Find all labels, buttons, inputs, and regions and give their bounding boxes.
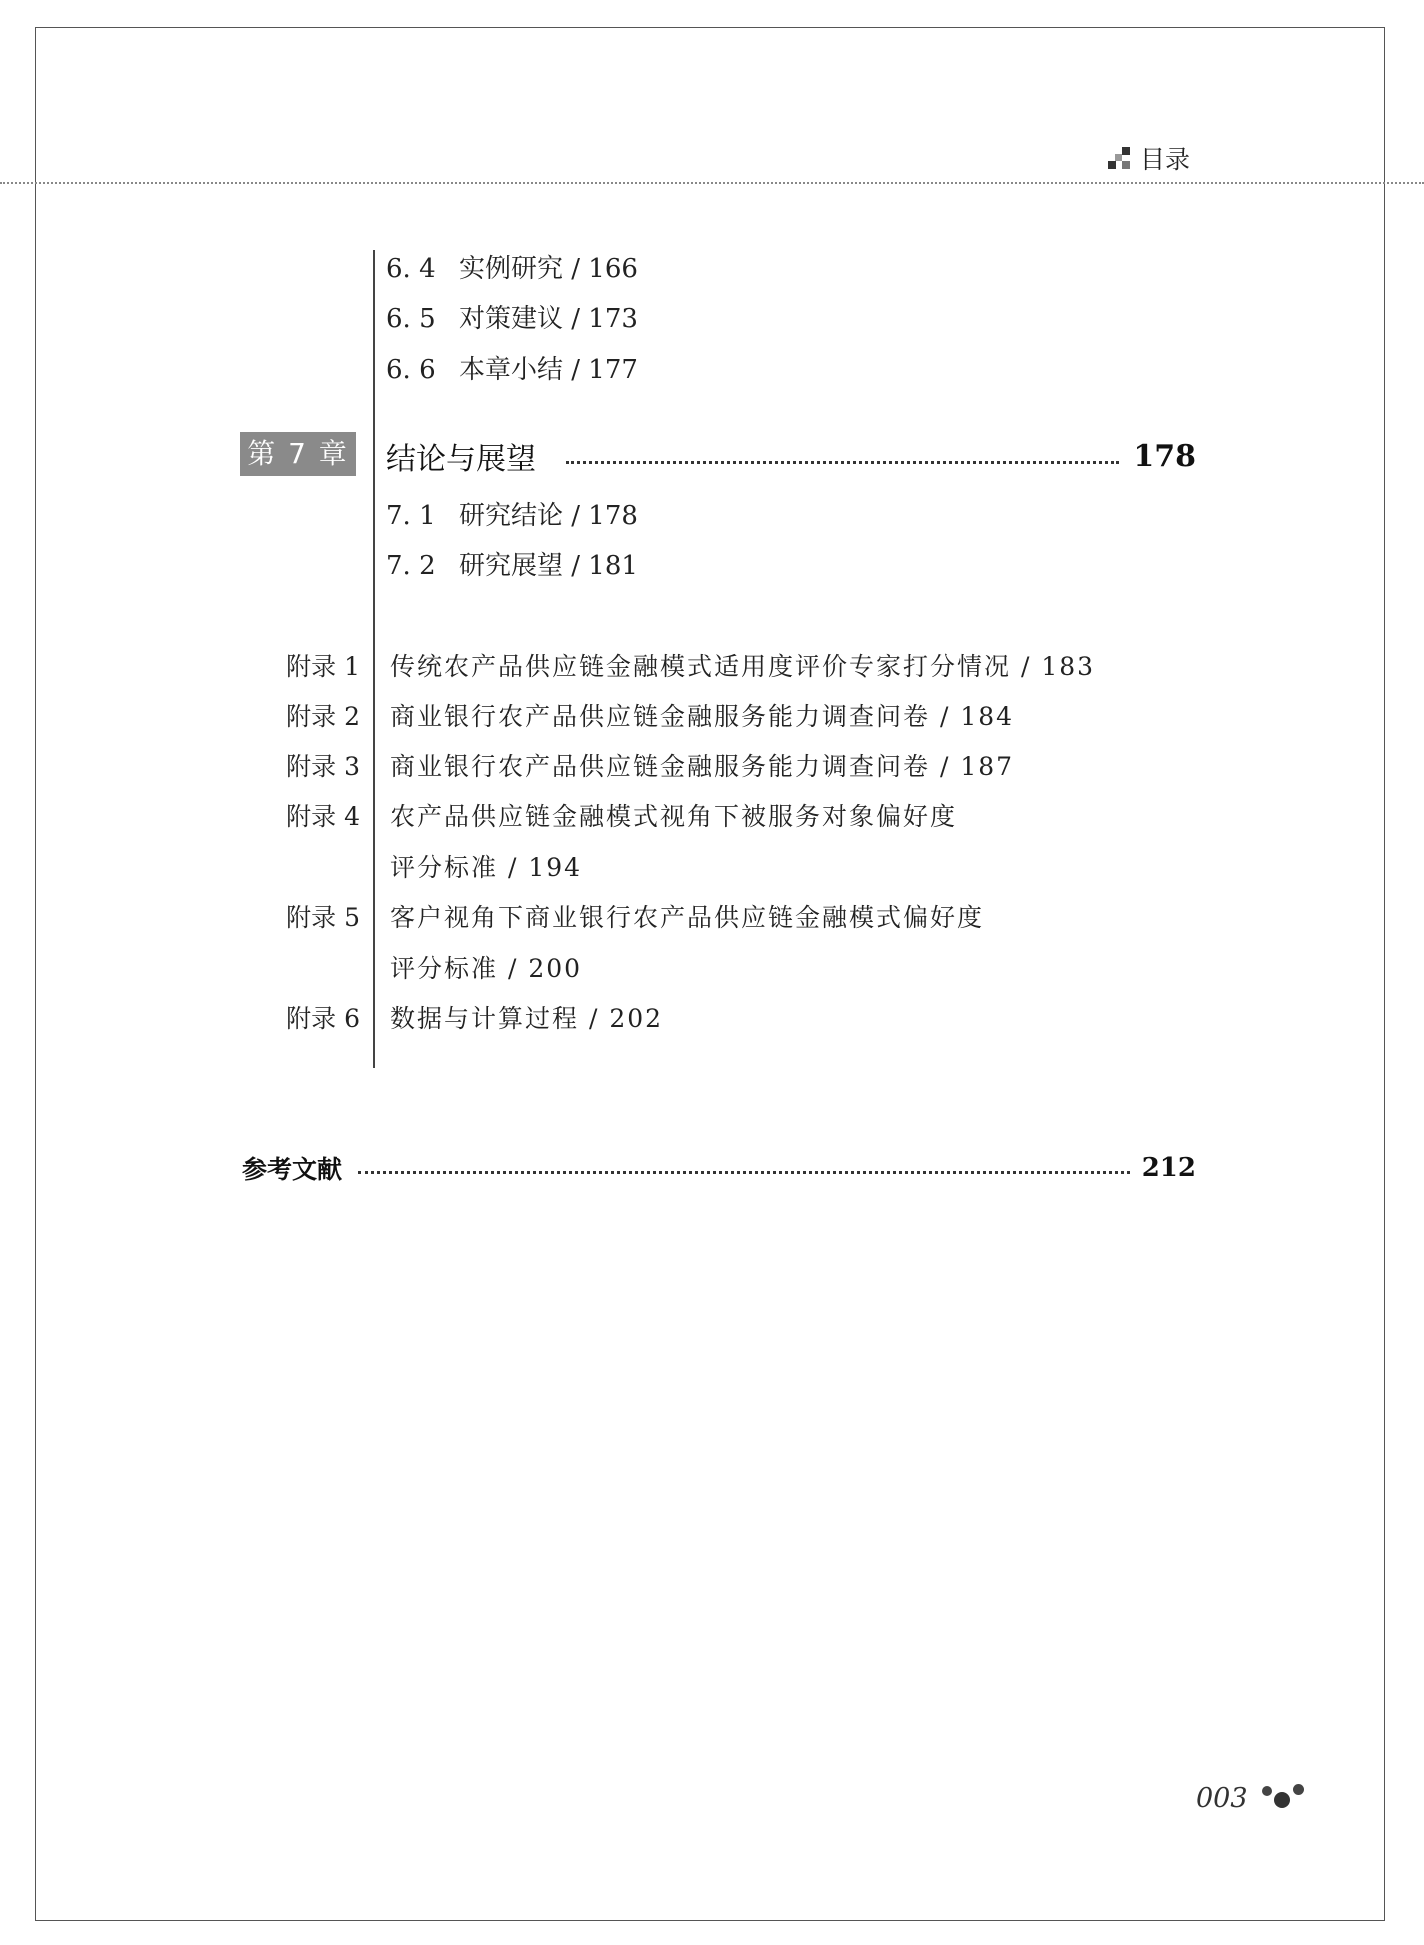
toc-appendix-4-line-1[interactable]: 农产品供应链金融模式视角下被服务对象偏好度 xyxy=(390,802,958,831)
toc-appendix-3[interactable]: 商业银行农产品供应链金融服务能力调查问卷 / 187 xyxy=(390,752,1015,781)
toc-appendix-4-line-2[interactable]: 评分标准 / 194 xyxy=(390,853,583,882)
toc-chapter-7[interactable] xyxy=(386,434,1196,478)
toc-appendix-1[interactable]: 传统农产品供应链金融模式适用度评价专家打分情况 / 183 xyxy=(390,652,1096,681)
toc-entry-6-4[interactable] xyxy=(386,248,638,285)
section-number: 7. 1 xyxy=(386,501,436,531)
references-title: 参考文献 xyxy=(242,1155,343,1184)
toc-entry-6-5[interactable] xyxy=(386,298,638,335)
appendix-4-label: 附录 4 xyxy=(286,802,360,831)
toc-appendix-6[interactable]: 数据与计算过程 / 202 xyxy=(390,1004,664,1033)
section-number: 7. 2 xyxy=(386,551,436,581)
chapter-7-badge: 第 7 章 xyxy=(240,432,356,476)
toc-entry-6-6[interactable] xyxy=(386,349,638,386)
header-dotted-rule xyxy=(0,182,1424,184)
section-title: 本章小结 / 177 xyxy=(459,355,638,385)
toc-references[interactable] xyxy=(242,1148,1196,1188)
appendix-6-label: 附录 6 xyxy=(286,1004,360,1033)
appendix-3-label: 附录 3 xyxy=(286,752,360,781)
section-title: 研究结论 / 178 xyxy=(459,501,638,531)
section-number: 6. 6 xyxy=(386,355,436,385)
chapter-page-number: 178 xyxy=(1133,438,1196,474)
squares-icon xyxy=(1108,147,1130,169)
section-number: 6. 5 xyxy=(386,304,436,334)
running-header-title: 目录 xyxy=(1140,145,1191,174)
page-frame xyxy=(35,27,1385,1921)
appendix-2-label: 附录 2 xyxy=(286,702,360,731)
running-header xyxy=(1108,140,1190,176)
dot-leader xyxy=(566,461,1119,464)
references-page-number: 212 xyxy=(1141,1153,1196,1183)
toc-appendix-5-line-2[interactable]: 评分标准 / 200 xyxy=(390,954,583,983)
section-title: 实例研究 / 166 xyxy=(459,254,638,284)
toc-appendix-5-line-1[interactable]: 客户视角下商业银行农产品供应链金融模式偏好度 xyxy=(390,903,985,932)
dot-leader xyxy=(358,1171,1130,1174)
chapter-title: 结论与展望 xyxy=(386,442,536,477)
page-number: 003 xyxy=(1196,1783,1248,1814)
appendix-1-label: 附录 1 xyxy=(286,652,360,681)
appendix-5-label: 附录 5 xyxy=(286,903,360,932)
section-title: 对策建议 / 173 xyxy=(459,304,638,334)
decorative-dots-icon xyxy=(1262,1782,1308,1812)
section-title: 研究展望 / 181 xyxy=(459,551,638,581)
toc-entry-7-1[interactable] xyxy=(386,495,638,532)
toc-entry-7-2[interactable] xyxy=(386,545,638,582)
toc-vertical-rule xyxy=(373,250,375,1068)
toc-appendix-2[interactable]: 商业银行农产品供应链金融服务能力调查问卷 / 184 xyxy=(390,702,1015,731)
section-number: 6. 4 xyxy=(386,254,436,284)
